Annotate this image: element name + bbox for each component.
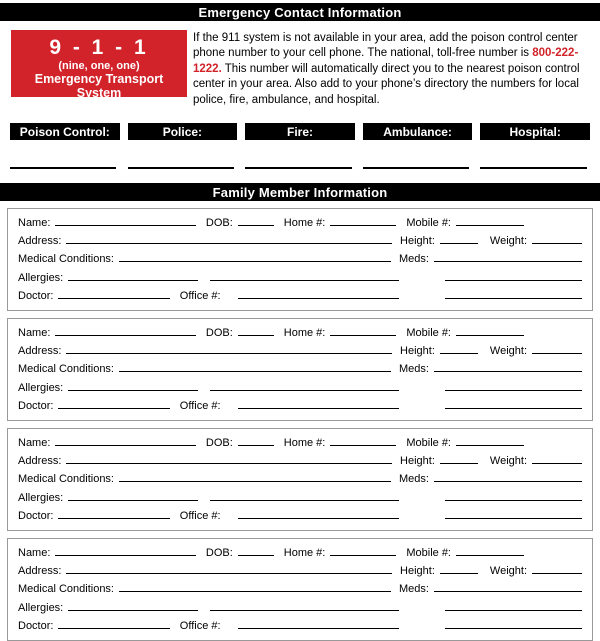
fire-blank-line — [245, 167, 351, 169]
medical-conditions-label: Medical Conditions: — [18, 253, 114, 266]
name-label: Name: — [18, 547, 51, 560]
allergies-label: Allergies: — [18, 271, 64, 284]
height-blank-line — [440, 343, 478, 354]
doctor-blank-line — [58, 398, 169, 409]
family-member-card — [7, 208, 593, 311]
family-section-title: Family Member Information — [212, 184, 388, 200]
weight-blank-line — [532, 343, 582, 354]
dob-label: DOB: — [205, 217, 233, 230]
mobile-number-blank-line — [456, 215, 524, 226]
weight-blank-line — [532, 563, 582, 574]
doctor-blank-line — [58, 288, 169, 299]
address-blank-line — [66, 343, 392, 354]
badge-911 — [11, 30, 187, 100]
office-number-label: Office #: — [179, 289, 221, 302]
mobile-number-label: Mobile #: — [406, 547, 451, 560]
member-row-medical — [18, 361, 582, 379]
doctor-blank-line — [58, 508, 169, 519]
allergies-blank-line — [68, 490, 198, 501]
dob-blank-line — [238, 545, 274, 556]
ambulance-blank-line — [363, 167, 469, 169]
address-blank-line — [66, 563, 392, 574]
member-row-medical — [18, 581, 582, 599]
member-row-name-dob-phones — [18, 435, 582, 453]
medical-conditions-blank-line — [119, 251, 391, 262]
contact-label-ambulance: Ambulance: — [363, 123, 473, 140]
meds-field-group — [399, 251, 582, 265]
mobile-number-label: Mobile #: — [406, 437, 451, 450]
meds-continuation-line-1 — [445, 380, 582, 391]
doctor-label: Doctor: — [18, 619, 54, 632]
badge-911-caption: Emergency Transport System — [34, 72, 164, 100]
address-label: Address: — [18, 455, 62, 468]
contact-labels-row — [10, 123, 590, 169]
dob-label: DOB: — [205, 327, 233, 340]
meds-continuation-line-2 — [445, 508, 582, 519]
height-blank-line — [440, 563, 478, 574]
meds-label: Meds: — [399, 363, 429, 376]
member-row-doctor — [18, 618, 582, 636]
allergies-blank-line — [68, 380, 198, 391]
meds-continuation-line-1 — [445, 490, 582, 501]
contact-label-police: Police: — [128, 123, 238, 140]
home-number-label: Home #: — [283, 327, 326, 340]
meds-label: Meds: — [399, 473, 429, 486]
allergies-continuation-line — [210, 270, 399, 281]
badge-911-subtitle: (nine, one, one) — [58, 60, 140, 72]
member-row-medical — [18, 471, 582, 489]
mobile-number-blank-line — [456, 325, 524, 336]
member-row-doctor — [18, 508, 582, 526]
name-blank-line — [55, 435, 195, 446]
name-blank-line — [55, 215, 195, 226]
address-label: Address: — [18, 235, 62, 248]
name-blank-line — [55, 545, 195, 556]
name-label: Name: — [18, 327, 51, 340]
allergies-label: Allergies: — [18, 601, 64, 614]
height-label: Height: — [400, 565, 435, 578]
badge-911-number: 9 - 1 - 1 — [49, 36, 149, 59]
home-number-label: Home #: — [283, 217, 326, 230]
doctor-label: Doctor: — [18, 399, 54, 412]
meds-label: Meds: — [399, 253, 429, 266]
intro-paragraph — [193, 30, 589, 108]
office-number-label: Office #: — [179, 619, 221, 632]
member-row-name-dob-phones — [18, 215, 582, 233]
member-row-doctor — [18, 398, 582, 416]
weight-blank-line — [532, 233, 582, 244]
intro-text-before: If the 911 system is not available in your area, add the poison control center phone number to your cell phone. The national, toll-free number is — [193, 32, 578, 60]
mobile-number-blank-line — [456, 435, 524, 446]
poison-control-blank-line — [10, 167, 116, 169]
weight-label: Weight: — [489, 345, 527, 358]
height-label: Height: — [400, 455, 435, 468]
medical-conditions-label: Medical Conditions: — [18, 583, 114, 596]
intro-row — [11, 30, 589, 108]
meds-field-group — [399, 581, 582, 595]
intro-text-after: This number will automatically direct you to the nearest poison control center in your area. Also add to your phone’s directory the numbers for local police, fire, ambulance, and hospital. — [193, 62, 580, 106]
member-row-address — [18, 343, 582, 361]
meds-field-group — [399, 361, 582, 375]
member-row-doctor — [18, 288, 582, 306]
weight-blank-line — [532, 453, 582, 464]
doctor-blank-line — [58, 618, 169, 629]
medical-conditions-label: Medical Conditions: — [18, 363, 114, 376]
member-row-allergies — [18, 600, 582, 618]
office-number-blank-line — [238, 508, 399, 519]
family-members-list — [7, 208, 593, 641]
office-number-blank-line — [238, 398, 399, 409]
meds-continuation-line-1 — [445, 270, 582, 281]
meds-label: Meds: — [399, 583, 429, 596]
allergies-label: Allergies: — [18, 491, 64, 504]
height-label: Height: — [400, 235, 435, 248]
member-row-address — [18, 453, 582, 471]
family-member-card — [7, 428, 593, 531]
meds-continuation-line-2 — [445, 618, 582, 629]
member-row-allergies — [18, 380, 582, 398]
office-number-blank-line — [238, 288, 399, 299]
medical-conditions-blank-line — [119, 361, 391, 372]
home-number-blank-line — [330, 435, 396, 446]
mobile-number-label: Mobile #: — [406, 327, 451, 340]
emergency-section-title: Emergency Contact Information — [198, 4, 402, 20]
allergies-continuation-line — [210, 490, 399, 501]
meds-continuation-line-1 — [445, 600, 582, 611]
home-number-blank-line — [330, 545, 396, 556]
meds-field-group — [399, 471, 582, 485]
meds-continuation-line-2 — [445, 398, 582, 409]
home-number-blank-line — [330, 325, 396, 336]
office-number-blank-line — [238, 618, 399, 629]
height-label: Height: — [400, 345, 435, 358]
member-row-medical — [18, 251, 582, 269]
member-row-address — [18, 563, 582, 581]
allergies-blank-line — [68, 600, 198, 611]
meds-blank-line — [434, 471, 582, 482]
dob-blank-line — [238, 325, 274, 336]
medical-conditions-blank-line — [119, 581, 391, 592]
emergency-contact-form — [0, 3, 600, 632]
meds-blank-line — [434, 581, 582, 592]
contact-label-hospital: Hospital: — [480, 123, 590, 140]
office-number-label: Office #: — [179, 509, 221, 522]
allergies-continuation-line — [210, 380, 399, 391]
address-label: Address: — [18, 565, 62, 578]
home-number-blank-line — [330, 215, 396, 226]
doctor-label: Doctor: — [18, 289, 54, 302]
contact-label-fire: Fire: — [245, 123, 355, 140]
medical-conditions-label: Medical Conditions: — [18, 473, 114, 486]
allergies-blank-line — [68, 270, 198, 281]
address-blank-line — [66, 233, 392, 244]
family-header-bar — [0, 183, 600, 201]
police-blank-line — [128, 167, 234, 169]
hospital-blank-line — [480, 167, 586, 169]
height-blank-line — [440, 453, 478, 464]
poison-control-phone-number: 800-222-1222. — [193, 47, 579, 75]
mobile-number-blank-line — [456, 545, 524, 556]
weight-label: Weight: — [489, 455, 527, 468]
meds-blank-line — [434, 361, 582, 372]
weight-label: Weight: — [489, 235, 527, 248]
member-row-allergies — [18, 490, 582, 508]
family-member-card — [7, 538, 593, 641]
allergies-continuation-line — [210, 600, 399, 611]
member-row-address — [18, 233, 582, 251]
meds-blank-line — [434, 251, 582, 262]
dob-blank-line — [238, 215, 274, 226]
dob-label: DOB: — [205, 437, 233, 450]
name-label: Name: — [18, 437, 51, 450]
emergency-header-bar — [0, 3, 600, 21]
medical-conditions-blank-line — [119, 471, 391, 482]
allergies-label: Allergies: — [18, 381, 64, 394]
member-row-name-dob-phones — [18, 545, 582, 563]
home-number-label: Home #: — [283, 547, 326, 560]
doctor-label: Doctor: — [18, 509, 54, 522]
name-label: Name: — [18, 217, 51, 230]
office-number-label: Office #: — [179, 399, 221, 412]
member-row-name-dob-phones — [18, 325, 582, 343]
address-blank-line — [66, 453, 392, 464]
member-row-allergies — [18, 270, 582, 288]
dob-blank-line — [238, 435, 274, 446]
weight-label: Weight: — [489, 565, 527, 578]
address-label: Address: — [18, 345, 62, 358]
home-number-label: Home #: — [283, 437, 326, 450]
family-member-card — [7, 318, 593, 421]
dob-label: DOB: — [205, 547, 233, 560]
contact-label-poison-control: Poison Control: — [10, 123, 120, 140]
meds-continuation-line-2 — [445, 288, 582, 299]
height-blank-line — [440, 233, 478, 244]
mobile-number-label: Mobile #: — [406, 217, 451, 230]
name-blank-line — [55, 325, 195, 336]
